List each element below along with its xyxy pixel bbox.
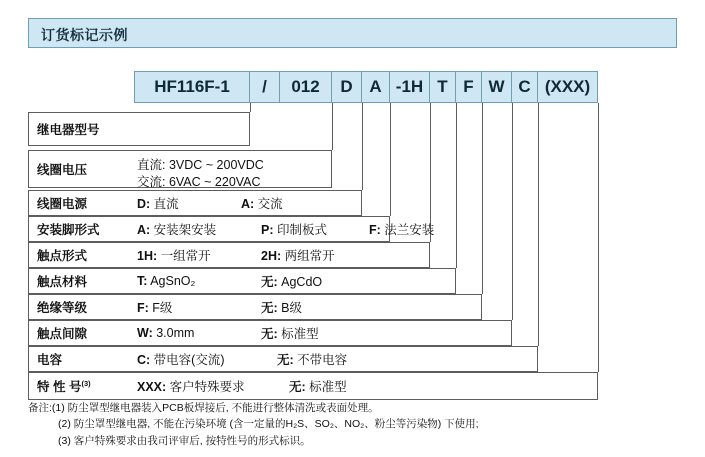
code-description-row	[28, 320, 512, 346]
description-value: 直流: 3VDC ~ 200VDC	[137, 158, 264, 172]
order-code-segment-3: D	[332, 71, 362, 103]
leader-line-vertical	[456, 103, 457, 268]
order-code-segment-0: HF116F-1	[134, 71, 250, 103]
description-value-code: W:	[137, 326, 153, 340]
leader-line-vertical	[362, 103, 363, 190]
description-value-text: 客户特殊要求	[166, 380, 245, 394]
description-value	[289, 377, 347, 395]
description-value: 交流: 6VAC ~ 220VAC	[137, 175, 261, 189]
description-value-code: P:	[261, 223, 274, 237]
code-description-row	[28, 294, 482, 320]
order-code-segment-5: -1H	[390, 71, 430, 103]
order-code-segment-10: (XXX)	[538, 71, 598, 103]
description-value-text: 一组常开	[157, 249, 211, 263]
code-description-row	[28, 190, 362, 216]
order-code-segment-8: W	[482, 71, 512, 103]
description-value-text: 带电容(交流)	[150, 353, 225, 367]
description-value-code: A:	[137, 223, 151, 237]
order-code-segment-1: /	[250, 71, 280, 103]
order-code-segment-9: C	[512, 71, 538, 103]
leader-line-vertical	[598, 103, 599, 372]
description-value	[261, 220, 327, 238]
description-label: 线圈电压	[37, 163, 88, 177]
footnotes	[28, 400, 688, 449]
description-value	[137, 298, 172, 316]
description-value-text: 直流	[150, 197, 179, 211]
code-description-row	[28, 242, 430, 268]
description-value-code: 无:	[289, 380, 306, 394]
leader-line-vertical	[390, 103, 391, 216]
description-label: 触点形式	[37, 249, 88, 263]
description-value	[261, 324, 319, 342]
description-label: 触点间隙	[37, 327, 88, 341]
description-value-code: C:	[137, 353, 151, 367]
description-value-text: B级	[277, 301, 302, 315]
footnote-2	[28, 416, 688, 432]
description-value	[137, 220, 216, 238]
description-value-code: A:	[241, 197, 255, 211]
footnote-3-text: (3) 客户特殊要求由我司评审后, 按特性号的形式标识。	[58, 434, 311, 447]
footnote-lead: 备注:	[28, 402, 52, 414]
description-label: 绝缘等级	[37, 301, 88, 315]
description-value-text: 交流	[254, 197, 283, 211]
description-value-code: 无:	[277, 353, 294, 367]
description-value-text: 印制板式	[273, 223, 327, 237]
description-value	[137, 194, 179, 212]
code-description-row	[28, 150, 332, 188]
description-label: 安装脚形式	[37, 223, 100, 237]
description-value-code: F:	[137, 301, 149, 315]
code-description-row	[28, 372, 598, 400]
description-value-code: 无:	[261, 275, 278, 289]
description-label: 继电器型号	[37, 123, 100, 137]
footnote-3	[28, 433, 688, 449]
description-value-text: 不带电容	[293, 353, 348, 367]
description-label: 线圈电源	[37, 197, 88, 211]
description-value-text: 标准型	[277, 327, 319, 341]
leader-line-vertical	[250, 103, 251, 112]
description-value-text: F级	[148, 301, 173, 315]
description-value-code: 无:	[261, 301, 278, 315]
description-value	[261, 298, 302, 316]
code-description-row	[28, 346, 538, 372]
description-value-text: 两组常开	[281, 249, 335, 263]
description-value-code: 2H:	[261, 249, 282, 263]
description-value	[137, 377, 245, 395]
description-value-text: 安装架安装	[150, 223, 217, 237]
description-value-text: 3.0mm	[152, 326, 195, 340]
code-description-row	[28, 216, 435, 242]
code-description-row	[28, 112, 250, 146]
order-code-segment-4: A	[362, 71, 390, 103]
code-description-row	[28, 268, 456, 294]
footnote-1	[28, 400, 688, 416]
leader-line-vertical	[332, 103, 333, 150]
order-code-row	[134, 71, 598, 103]
description-value	[277, 350, 347, 368]
section-title-bar	[28, 18, 677, 48]
description-value	[369, 220, 434, 238]
description-value-code: XXX:	[137, 380, 167, 394]
description-label: 触点材料	[37, 275, 88, 289]
description-value	[137, 246, 211, 264]
footnote-1-text: (1) 防尘罩型继电器装入PCB板焊接后, 不能进行整体清洗或表面处理。	[51, 402, 379, 414]
description-value	[261, 246, 335, 264]
footnote-2-text: (2) 防尘罩型继电器, 不能在污染环境 (含一定量的H₂S、SO₂、NO₂、粉尘等污染物) 下使用;	[58, 418, 479, 431]
description-label-superscript: (3)	[81, 378, 91, 388]
leader-line-vertical	[512, 103, 513, 320]
description-value-code: 1H:	[137, 249, 158, 263]
description-value-code: D:	[137, 197, 151, 211]
order-code-segment-7: F	[456, 71, 482, 103]
description-value	[137, 326, 194, 340]
order-code-segment-2: 012	[280, 71, 332, 103]
leader-line-vertical	[538, 103, 539, 346]
description-value	[261, 272, 322, 290]
description-value-text: AgSnO₂	[147, 274, 196, 288]
order-code-segment-6: T	[430, 71, 456, 103]
description-value-text: AgCdO	[277, 275, 323, 289]
description-value	[241, 194, 283, 212]
description-value	[137, 350, 225, 368]
description-value-text: 法兰安装	[380, 223, 435, 237]
description-label: 特 性 号$^{(3)}$	[37, 378, 91, 394]
description-value	[137, 274, 195, 288]
description-value-text: 标准型	[305, 380, 347, 394]
description-value-code: 无:	[261, 327, 278, 341]
description-value-code: F:	[369, 223, 381, 237]
leader-line-vertical	[482, 103, 483, 294]
description-value-code: T:	[137, 274, 148, 288]
description-label: 电容	[37, 353, 63, 367]
page-title: 订货标记示例	[41, 27, 128, 43]
